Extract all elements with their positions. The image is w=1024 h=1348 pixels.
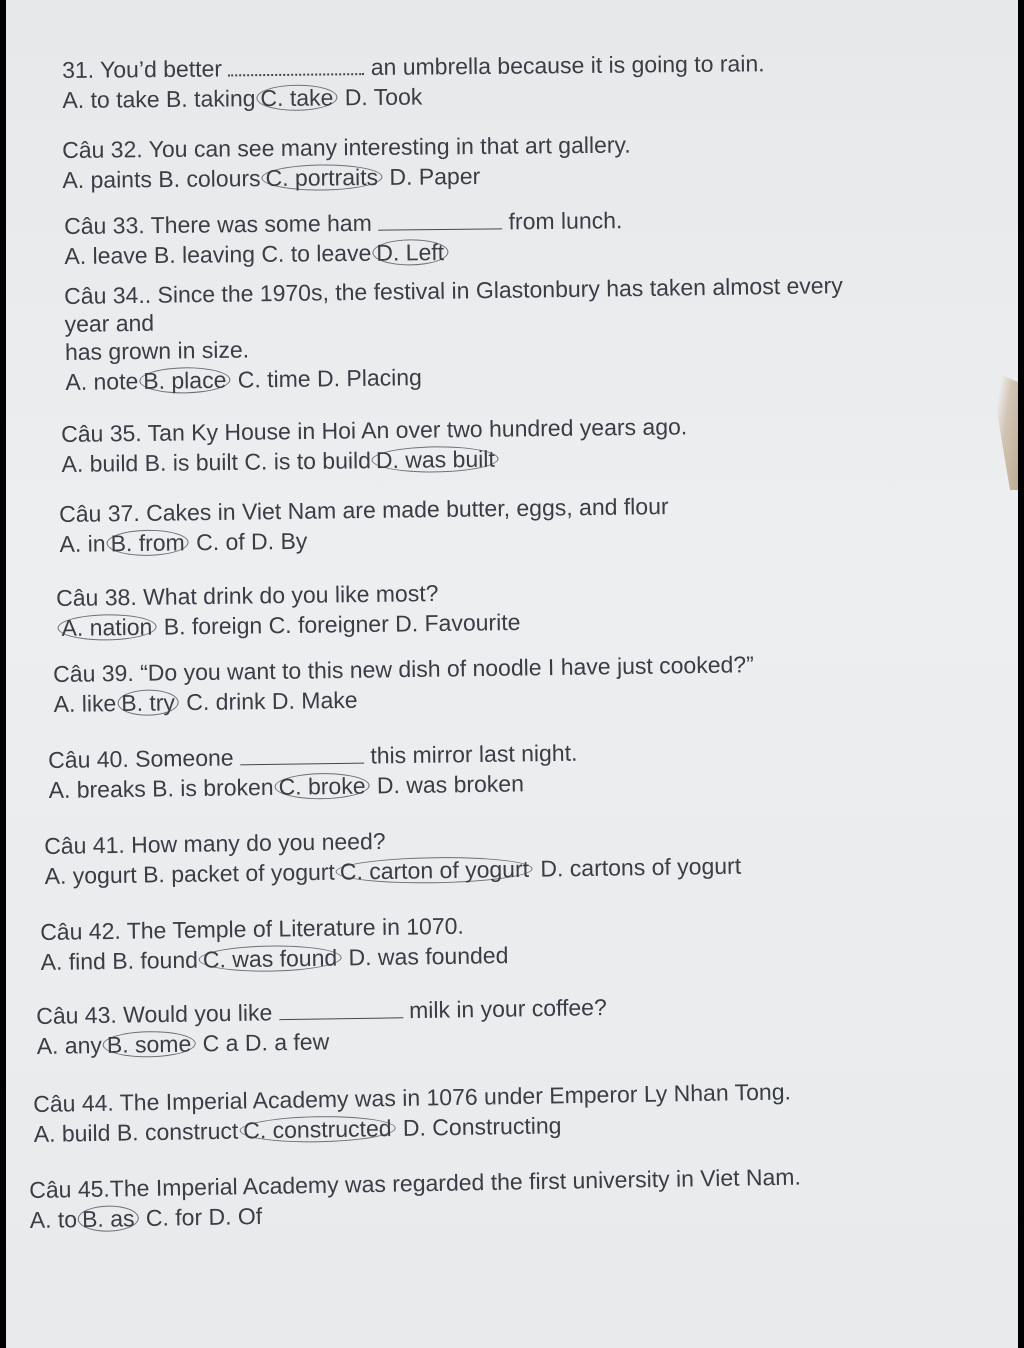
question-text-before: Câu 40. Someone [48,744,241,773]
option-b: B. found [112,946,199,974]
option-d: D. cartons of yogurt [540,852,742,882]
options-row [62,79,765,114]
option-c: C. is to build [244,447,372,475]
question-41 [44,822,741,890]
question-38 [56,578,521,642]
question-text: has grown in size. [64,336,250,365]
option-b: B. is built [144,448,239,476]
option-c: C. foreigner [268,610,389,639]
option-d: D. Make [271,686,358,714]
option-d: D. Of [208,1202,263,1230]
question-text-after: from lunch. [502,207,623,235]
option-b-circled: B. place [139,367,230,394]
question-text [64,206,622,240]
option-b: B. foreign [163,612,263,640]
option-a: A. paints [62,166,153,193]
option-c-circled: C. constructed [239,1115,396,1144]
option-a: A. build [61,450,139,477]
question-text: Câu 35. Tan Ky House in Hoi An over two hundred years ago. [61,413,688,447]
question-44 [33,1077,792,1148]
option-b-circled: B. some [103,1031,196,1058]
question-text: Câu 38. What drink do you like most? [56,579,439,611]
question-text: Câu 37. Cakes in Viet Nam are made butter, eggs, and flour [59,493,669,527]
question-text: Câu 39. “Do you want to this new dish of noodle I have just cooked?” [53,651,754,687]
answer-blank [378,210,502,230]
option-d-circled: D. Left [372,239,448,266]
answer-blank [240,745,364,766]
option-d: D. Took [344,83,423,111]
options-row [59,522,669,558]
option-a: A. like [53,690,117,717]
option-b-circled: B. as [78,1205,139,1232]
option-d: D. was broken [376,770,525,799]
question-35 [61,412,688,478]
question-text: year and [64,309,155,337]
option-a: A. any [36,1031,103,1059]
question-text: Câu 45.The Imperial Academy was regarded the first university in Viet Nam. [29,1163,802,1203]
question-37 [59,492,669,558]
question-text-after: this mirror last night. [363,739,578,769]
options-row [64,236,622,270]
question-text: Câu 44. The Imperial Academy was in 1076 under Emperor Ly Nhan Tong. [33,1078,792,1117]
option-c: C. time [237,365,311,393]
option-c-circled: C. was found [199,945,342,973]
option-d: D. was founded [348,942,509,971]
option-a: A. yogurt [44,861,137,889]
question-45 [29,1163,802,1234]
question-text: Câu 34.. Since the 1970s, the festival in Glastonbury has taken almost every [64,272,843,309]
option-a: A. leave [64,242,148,269]
options-row [56,608,520,642]
question-text-before: Câu 43. Would you like [36,999,279,1029]
question-34 [64,271,844,396]
option-c-circled: C. portraits [261,164,382,191]
option-a: A. find [40,948,107,975]
worksheet-page [6,0,1018,1348]
option-a: A. build [33,1119,111,1147]
option-b: B. construct [116,1117,239,1146]
option-a: A. breaks [48,775,146,803]
question-text-before: Câu 33. There was some ham [64,209,379,239]
option-a: A. to take [62,86,160,113]
question-text [62,49,765,84]
option-c-circled: C. carton of yogurt [336,856,534,885]
answer-blank [279,999,403,1020]
option-d: D. a few [244,1028,330,1056]
question-text: Câu 32. You can see many interesting in that art gallery. [62,131,631,163]
options-row [61,442,687,478]
question-text: Câu 41. How many do you need? [44,827,386,859]
option-d: D. Favourite [394,608,521,637]
option-b: B. packet of yogurt [142,858,336,888]
question-text [48,739,578,774]
option-c: C. drink [186,688,266,716]
option-b-circled: B. try [117,689,179,716]
option-b-circled: B. from [106,529,188,556]
option-c: C. for [145,1203,203,1231]
option-a: A. to [29,1206,78,1233]
answer-blank [228,55,364,76]
options-row [40,941,508,976]
option-b: B. taking [165,85,256,113]
option-b: B. leaving [153,241,256,269]
option-d-circled: D. was built [372,446,499,474]
option-a-circled: A. nation [57,614,156,641]
question-text-after: an umbrella because it is going to rain. [364,50,765,81]
option-b: B. is broken [151,773,274,802]
option-b: B. colours [158,165,261,193]
question-32 [62,131,631,194]
paper-edge-shadow [978,370,1018,490]
option-d: D. Placing [316,364,422,392]
question-39 [53,650,754,718]
option-c-circled: C. take [256,84,337,111]
option-c: C. to leave [261,239,372,267]
question-text-before: 31. You’d better [62,55,229,83]
option-d: D. By [250,527,308,555]
option-d: D. Constructing [402,1112,562,1141]
option-c: C. of [195,528,245,556]
question-33 [64,206,623,270]
option-c: C a [202,1029,239,1057]
question-31 [62,49,765,114]
options-row [62,161,631,194]
question-42 [40,911,509,976]
question-43 [36,993,607,1060]
option-a: A. note [65,367,139,395]
option-a: A. in [59,530,106,557]
option-d: D. Paper [389,162,481,190]
question-text: Câu 42. The Temple of Literature in 1070. [40,912,465,945]
question-40 [48,739,578,804]
option-c-circled: C. broke [274,773,369,800]
question-text-after: milk in your coffee? [402,994,607,1024]
options-row [48,769,578,804]
